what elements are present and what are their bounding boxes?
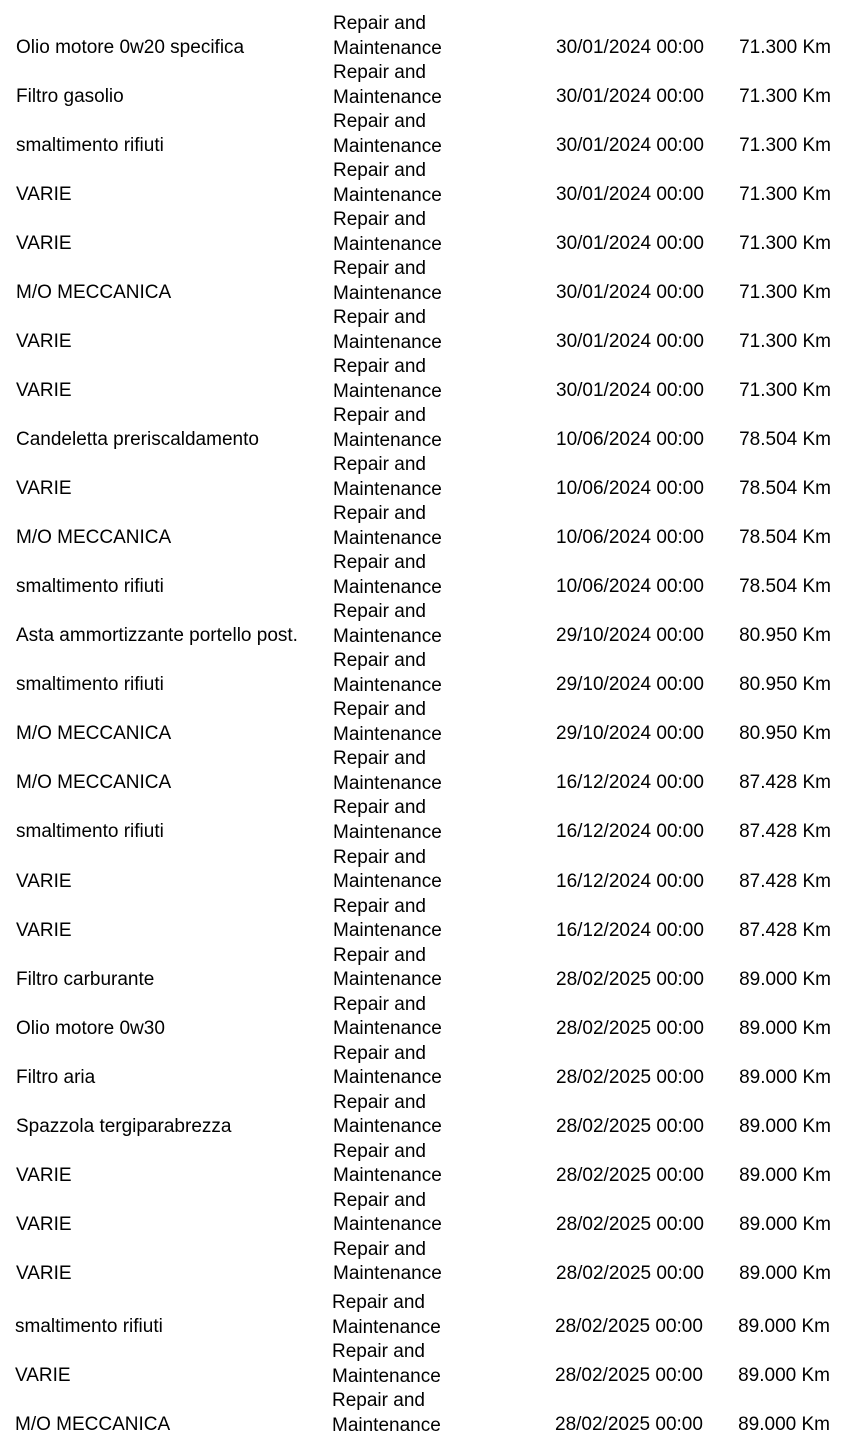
row-category-line1: Repair and: [333, 993, 426, 1015]
row-category: [332, 1389, 441, 1438]
table-row: [0, 650, 858, 704]
row-category: [333, 796, 442, 845]
row-date: 30/01/2024 00:00: [556, 184, 704, 206]
row-mileage: 89.000 Km: [738, 1316, 830, 1337]
table-row: [0, 454, 858, 508]
row-mileage: 71.300 Km: [739, 380, 831, 402]
row-category: [333, 502, 442, 551]
row-mileage: 71.300 Km: [739, 184, 831, 206]
row-mileage: 89.000 Km: [739, 968, 831, 990]
row-category-line1: Repair and: [333, 356, 426, 378]
table-row: [0, 111, 858, 165]
row-category-line1: Repair and: [333, 601, 426, 623]
row-category-line2: Maintenance: [333, 1214, 442, 1236]
row-category-line2: Maintenance: [332, 1365, 441, 1387]
row-category-line2: Maintenance: [333, 86, 442, 108]
row-date: 28/02/2025 00:00: [556, 1115, 704, 1137]
row-category-line2: Maintenance: [333, 920, 442, 942]
row-description: VARIE: [16, 331, 72, 353]
row-category-line1: Repair and: [333, 944, 426, 966]
row-date: 30/01/2024 00:00: [556, 380, 704, 402]
row-description: Filtro aria: [16, 1066, 96, 1088]
row-description: M/O MECCANICA: [16, 772, 172, 794]
row-description: VARIE: [16, 870, 72, 892]
table-row: [0, 944, 858, 999]
row-category: [333, 306, 442, 355]
table-row: [0, 160, 858, 214]
row-category-line1: Repair and: [333, 307, 426, 329]
row-date: 28/02/2025 00:00: [556, 968, 704, 990]
row-mileage: 80.950 Km: [739, 674, 831, 696]
row-category-line1: Repair and: [333, 895, 426, 917]
row-mileage: 78.504 Km: [739, 478, 831, 500]
row-category-line2: Maintenance: [333, 625, 442, 647]
row-category-line1: Repair and: [333, 13, 426, 34]
row-description: VARIE: [16, 919, 72, 941]
row-date: 28/02/2025 00:00: [556, 1066, 704, 1088]
row-description: VARIE: [16, 233, 72, 255]
table-row: [0, 846, 858, 901]
row-mileage: 71.300 Km: [739, 135, 831, 157]
row-category-line2: Maintenance: [333, 429, 442, 451]
row-mileage: 78.504 Km: [739, 576, 831, 598]
table-row: [0, 1238, 858, 1293]
row-mileage: 89.000 Km: [739, 1213, 831, 1235]
row-category-line1: Repair and: [333, 748, 426, 770]
table-row: [0, 405, 858, 459]
row-category: [333, 355, 442, 404]
row-category-line1: Repair and: [333, 699, 426, 721]
row-category-line2: Maintenance: [333, 1165, 442, 1187]
table-row: [0, 1390, 858, 1444]
row-description: Filtro carburante: [16, 968, 155, 990]
row-category: [333, 257, 442, 306]
row-category-line2: Maintenance: [333, 527, 442, 549]
table-row: [0, 1091, 858, 1146]
row-category-line1: Repair and: [333, 209, 426, 231]
row-category-line1: Repair and: [332, 1292, 425, 1313]
row-description: Spazzola tergiparabrezza: [16, 1115, 232, 1137]
row-description: smaltimento rifiuti: [16, 576, 164, 598]
row-mileage: 87.428 Km: [739, 870, 831, 892]
row-description: smaltimento rifiuti: [16, 135, 164, 157]
row-description: Olio motore 0w20 specifica: [16, 37, 245, 58]
row-mileage: 71.300 Km: [739, 37, 831, 58]
row-category-line1: Repair and: [333, 111, 426, 133]
row-category-line1: Repair and: [333, 552, 426, 574]
row-category: [333, 110, 442, 159]
row-mileage: 89.000 Km: [738, 1414, 830, 1435]
row-date: 30/01/2024 00:00: [556, 86, 704, 108]
row-category-line1: Repair and: [332, 1341, 425, 1362]
row-category-line2: Maintenance: [333, 331, 442, 353]
row-mileage: 80.950 Km: [739, 723, 831, 745]
table-row: [0, 356, 858, 410]
table-row: [0, 1140, 858, 1195]
row-category-line2: Maintenance: [333, 1067, 442, 1089]
row-category-line2: Maintenance: [333, 478, 442, 500]
row-date: 16/12/2024 00:00: [556, 870, 704, 892]
row-mileage: 89.000 Km: [739, 1164, 831, 1186]
row-category-line1: Repair and: [333, 650, 426, 672]
row-category-line1: Repair and: [333, 846, 426, 868]
row-category: [332, 1291, 441, 1340]
row-mileage: 89.000 Km: [739, 1017, 831, 1039]
row-category-line1: Repair and: [333, 1189, 426, 1211]
row-category-line1: Repair and: [333, 1238, 426, 1260]
row-category: [333, 649, 442, 698]
table-row: [0, 1292, 858, 1346]
row-category: [333, 1091, 442, 1140]
row-date: 10/06/2024 00:00: [556, 576, 704, 598]
row-mileage: 71.300 Km: [739, 331, 831, 353]
row-category-line1: Repair and: [333, 454, 426, 476]
row-category-line1: Repair and: [333, 258, 426, 280]
row-date: 28/02/2025 00:00: [556, 1262, 704, 1284]
table-row: [0, 307, 858, 361]
row-category-line2: Maintenance: [333, 233, 442, 255]
row-category-line1: Repair and: [332, 1390, 425, 1411]
row-date: 28/02/2025 00:00: [556, 1164, 704, 1186]
row-category: [333, 61, 442, 110]
row-category-line2: Maintenance: [333, 135, 442, 157]
row-category: [333, 159, 442, 208]
row-category: [333, 600, 442, 649]
row-category-line2: Maintenance: [333, 1263, 442, 1285]
row-mileage: 71.300 Km: [739, 233, 831, 255]
row-date: 28/02/2025 00:00: [556, 1017, 704, 1039]
row-description: M/O MECCANICA: [16, 282, 172, 304]
row-description: M/O MECCANICA: [16, 723, 172, 745]
table-row: [0, 1341, 858, 1395]
row-category-line2: Maintenance: [333, 184, 442, 206]
row-category: [332, 1340, 441, 1389]
row-date: 30/01/2024 00:00: [556, 233, 704, 255]
row-description: VARIE: [16, 478, 72, 500]
row-category-line1: Repair and: [333, 160, 426, 182]
row-category-line2: Maintenance: [333, 772, 442, 794]
row-mileage: 80.950 Km: [739, 625, 831, 647]
row-mileage: 71.300 Km: [739, 86, 831, 108]
row-category-line2: Maintenance: [332, 1316, 441, 1338]
row-category: [333, 698, 442, 747]
row-category-line1: Repair and: [333, 1091, 426, 1113]
row-description: Filtro gasolio: [16, 86, 124, 108]
table-row: [0, 552, 858, 606]
row-date: 10/06/2024 00:00: [556, 429, 704, 451]
row-date: 10/06/2024 00:00: [556, 478, 704, 500]
row-category-line2: Maintenance: [333, 576, 442, 598]
row-description: Olio motore 0w30: [16, 1017, 165, 1039]
row-category-line2: Maintenance: [333, 37, 442, 59]
row-category: [333, 895, 442, 944]
row-category-line2: Maintenance: [333, 282, 442, 304]
table-row: [0, 699, 858, 753]
row-category-line2: Maintenance: [333, 1116, 442, 1138]
table-row: [0, 62, 858, 116]
row-category: [333, 747, 442, 796]
row-mileage: 89.000 Km: [738, 1365, 830, 1386]
row-date: 29/10/2024 00:00: [556, 674, 704, 696]
row-category: [333, 1042, 442, 1091]
table-row: [0, 601, 858, 655]
row-category-line2: Maintenance: [333, 1018, 442, 1040]
row-date: 28/02/2025 00:00: [555, 1316, 703, 1337]
row-category: [333, 551, 442, 600]
row-category: [333, 1140, 442, 1189]
row-date: 10/06/2024 00:00: [556, 527, 704, 549]
table-row: [0, 1042, 858, 1097]
row-category: [333, 993, 442, 1042]
row-date: 16/12/2024 00:00: [556, 919, 704, 941]
table-row: [0, 895, 858, 950]
table-row: [0, 503, 858, 557]
row-date: 30/01/2024 00:00: [556, 37, 704, 58]
row-category-line1: Repair and: [333, 1042, 426, 1064]
row-mileage: 89.000 Km: [739, 1262, 831, 1284]
row-category-line2: Maintenance: [333, 821, 442, 843]
row-description: smaltimento rifiuti: [16, 674, 164, 696]
table-row: [0, 258, 858, 312]
row-category-line1: Repair and: [333, 405, 426, 427]
row-description: VARIE: [16, 184, 72, 206]
row-category-line1: Repair and: [333, 797, 426, 819]
row-description: VARIE: [16, 1164, 72, 1186]
row-category: [333, 846, 442, 895]
row-description: VARIE: [15, 1365, 71, 1386]
table-row: [0, 748, 858, 802]
row-category: [333, 208, 442, 257]
row-category-line1: Repair and: [333, 62, 426, 84]
row-description: VARIE: [16, 380, 72, 402]
row-category: [333, 12, 442, 61]
row-mileage: 78.504 Km: [739, 527, 831, 549]
row-description: VARIE: [16, 1262, 72, 1284]
table-row: [0, 797, 858, 851]
row-date: 30/01/2024 00:00: [556, 282, 704, 304]
table-row: [0, 1189, 858, 1244]
table-row: [0, 13, 858, 67]
row-date: 28/02/2025 00:00: [555, 1414, 703, 1435]
row-description: smaltimento rifiuti: [16, 821, 164, 843]
row-date: 28/02/2025 00:00: [555, 1365, 703, 1386]
row-description: Asta ammortizzante portello post.: [16, 625, 298, 647]
row-mileage: 71.300 Km: [739, 282, 831, 304]
row-date: 29/10/2024 00:00: [556, 723, 704, 745]
row-description: M/O MECCANICA: [15, 1414, 171, 1435]
row-description: Candeletta preriscaldamento: [16, 429, 259, 451]
row-category: [333, 1238, 442, 1287]
row-date: 30/01/2024 00:00: [556, 331, 704, 353]
row-date: 16/12/2024 00:00: [556, 772, 704, 794]
table-row: [0, 993, 858, 1048]
row-category: [333, 1189, 442, 1238]
row-date: 30/01/2024 00:00: [556, 135, 704, 157]
row-mileage: 87.428 Km: [739, 821, 831, 843]
table-row: [0, 209, 858, 263]
row-mileage: 89.000 Km: [739, 1115, 831, 1137]
row-category-line2: Maintenance: [333, 723, 442, 745]
row-description: smaltimento rifiuti: [15, 1316, 163, 1337]
row-category-line2: Maintenance: [333, 871, 442, 892]
row-mileage: 87.428 Km: [739, 772, 831, 794]
row-category-line2: Maintenance: [333, 380, 442, 402]
row-category-line1: Repair and: [333, 503, 426, 525]
row-description: M/O MECCANICA: [16, 527, 172, 549]
row-date: 16/12/2024 00:00: [556, 821, 704, 843]
row-category: [333, 453, 442, 502]
row-date: 28/02/2025 00:00: [556, 1213, 704, 1235]
row-mileage: 78.504 Km: [739, 429, 831, 451]
row-date: 29/10/2024 00:00: [556, 625, 704, 647]
row-category-line2: Maintenance: [333, 969, 442, 991]
row-category: [333, 944, 442, 993]
row-mileage: 89.000 Km: [739, 1066, 831, 1088]
row-category-line1: Repair and: [333, 1140, 426, 1162]
row-category-line2: Maintenance: [332, 1414, 441, 1436]
row-category-line2: Maintenance: [333, 674, 442, 696]
row-description: VARIE: [16, 1213, 72, 1235]
row-mileage: 87.428 Km: [739, 919, 831, 941]
row-category: [333, 404, 442, 453]
